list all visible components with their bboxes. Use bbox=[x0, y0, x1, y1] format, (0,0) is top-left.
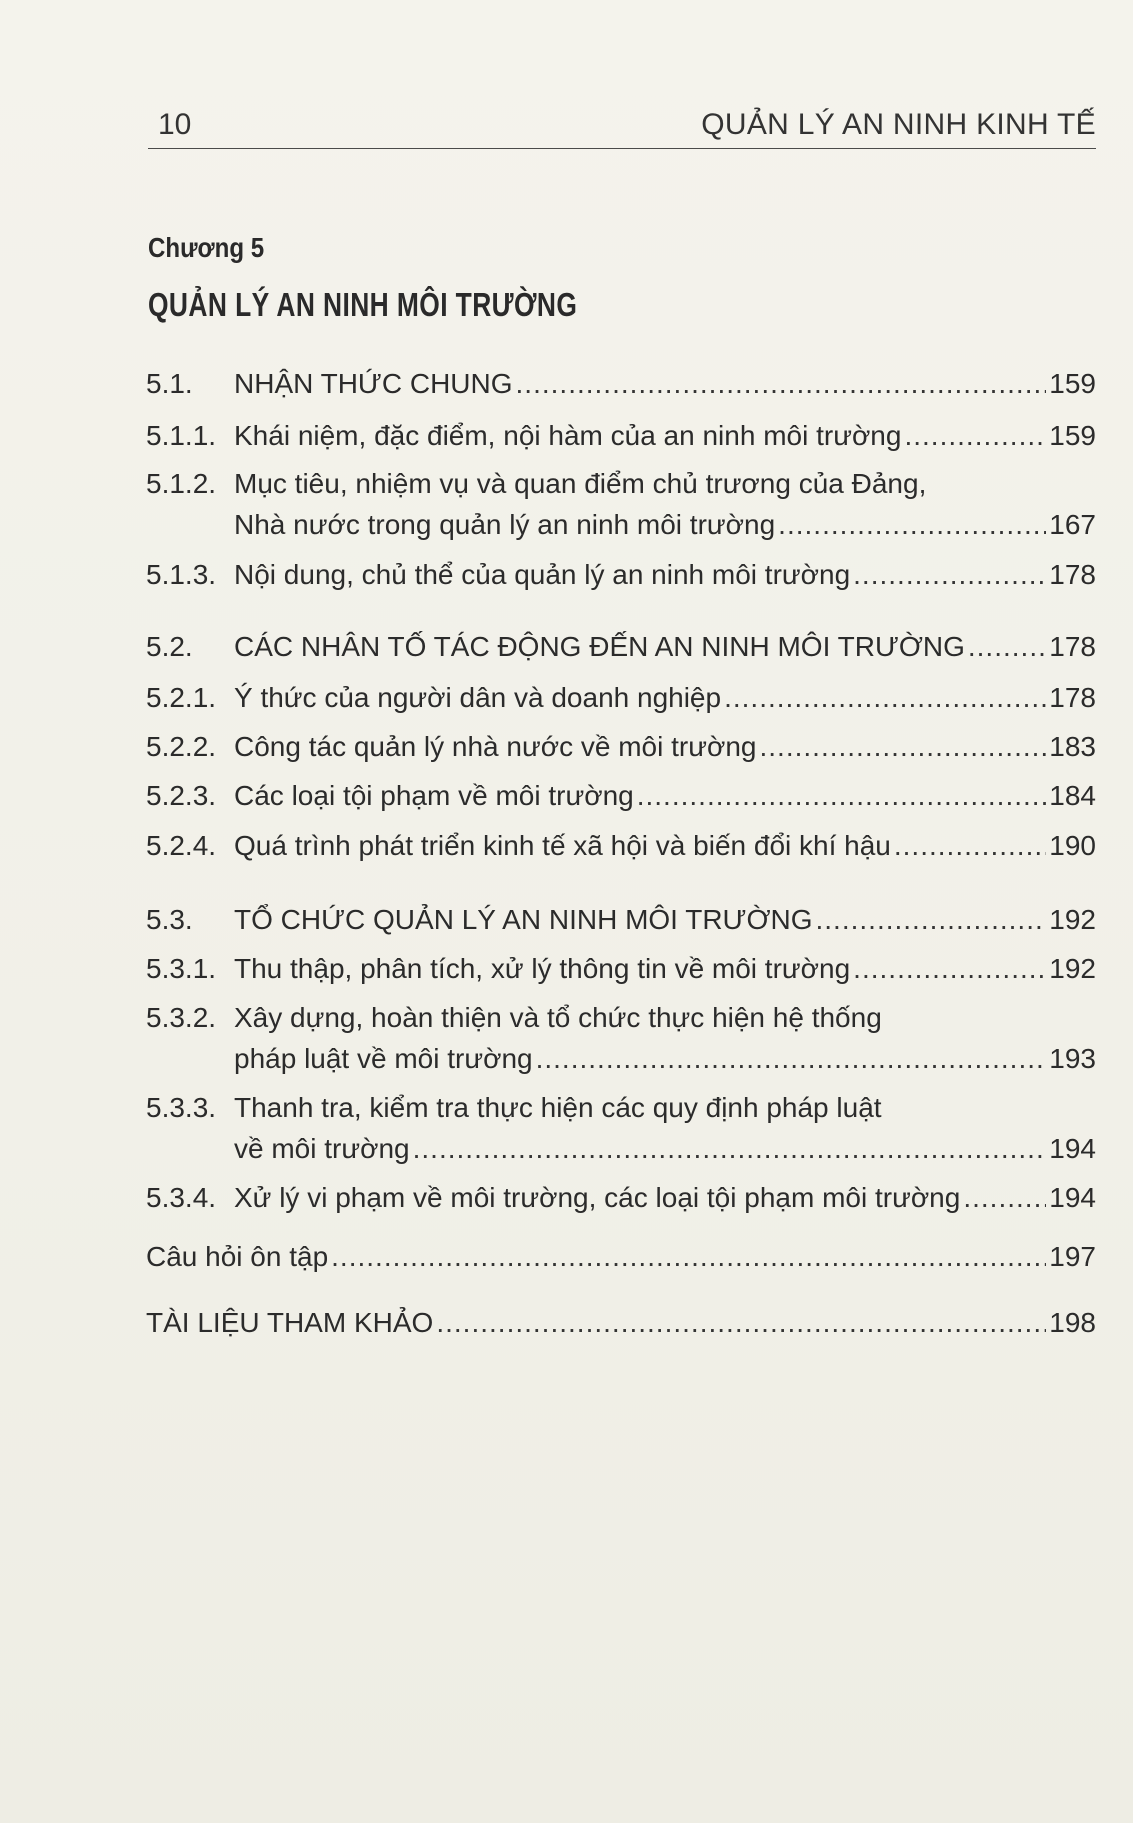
toc-entry-number: 5.3.2. bbox=[146, 1002, 217, 1033]
toc-entry-number: 5.3.4. bbox=[146, 1182, 217, 1213]
toc-entry-title-line1: Mục tiêu, nhiệm vụ và quan điểm chủ trương của Đảng, bbox=[234, 468, 927, 499]
toc-entry-page: 193 bbox=[1049, 1043, 1096, 1074]
toc-entry-page: 183 bbox=[1049, 731, 1096, 762]
toc-entry-title: TỔ CHỨC QUẢN LÝ AN NINH MÔI TRƯỜNG bbox=[234, 904, 813, 935]
toc-entry-page: 159 bbox=[1049, 420, 1096, 451]
toc-entry-page: 194 bbox=[1049, 1133, 1096, 1164]
toc-entry-title: Thu thập, phân tích, xử lý thông tin về môi trường bbox=[234, 953, 851, 984]
dot-leader bbox=[853, 951, 1046, 987]
toc-entry-title: Xử lý vi phạm về môi trường, các loại tội phạm môi trường bbox=[234, 1182, 961, 1213]
toc-entry-title: pháp luật về môi trường bbox=[234, 1043, 533, 1074]
toc-entry-page: 197 bbox=[1049, 1241, 1096, 1272]
toc-entry-page: 178 bbox=[1049, 631, 1096, 662]
toc-entry-title: Quá trình phát triển kinh tế xã hội và biến đổi khí hậu bbox=[234, 830, 891, 861]
dot-leader bbox=[968, 629, 1046, 665]
toc-entry-title: Câu hỏi ôn tập bbox=[146, 1241, 329, 1272]
toc-entry-number: 5.1. bbox=[146, 368, 193, 399]
dot-leader bbox=[894, 828, 1046, 864]
toc-entry-title: TÀI LIỆU THAM KHẢO bbox=[146, 1307, 434, 1338]
toc-entry-number: 5.2.2. bbox=[146, 731, 217, 762]
toc-entry-page: 192 bbox=[1049, 953, 1096, 984]
toc-entry-number: 5.1.1. bbox=[146, 420, 217, 451]
chapter-title: QUẢN LÝ AN NINH MÔI TRƯỜNG bbox=[148, 286, 578, 323]
dot-leader bbox=[963, 1180, 1046, 1216]
toc-entry-title-line1: Thanh tra, kiểm tra thực hiện các quy định pháp luật bbox=[234, 1092, 882, 1123]
toc-entry-page: 198 bbox=[1049, 1307, 1096, 1338]
toc-entry-page: 184 bbox=[1049, 780, 1096, 811]
toc-entry-number: 5.2. bbox=[146, 631, 193, 662]
toc-entry-title: Nhà nước trong quản lý an ninh môi trường bbox=[234, 509, 776, 540]
dot-leader bbox=[778, 507, 1046, 543]
toc-entry-title: về môi trường bbox=[234, 1133, 410, 1164]
book-title: QUẢN LÝ AN NINH KINH TẾ bbox=[701, 108, 1096, 141]
toc-entry-number: 5.2.3. bbox=[146, 780, 217, 811]
toc-entry-title: Công tác quản lý nhà nước về môi trường bbox=[234, 731, 757, 762]
toc-entry-page: 190 bbox=[1049, 830, 1096, 861]
toc-entry-title: Nội dung, chủ thể của quản lý an ninh môi trường bbox=[234, 559, 851, 590]
dot-leader bbox=[516, 366, 1047, 402]
toc-entry-title-line1: Xây dựng, hoàn thiện và tổ chức thực hiện hệ thống bbox=[234, 1002, 882, 1033]
toc-entry-page: 192 bbox=[1049, 904, 1096, 935]
dot-leader bbox=[853, 557, 1046, 593]
chapter-label: Chương 5 bbox=[148, 232, 265, 263]
dot-leader bbox=[815, 902, 1046, 938]
dot-leader bbox=[413, 1131, 1047, 1167]
toc-entry-page: 178 bbox=[1049, 682, 1096, 713]
toc-entry-number: 5.2.4. bbox=[146, 830, 217, 861]
dot-leader bbox=[724, 680, 1046, 716]
toc-entry-title: CÁC NHÂN TỐ TÁC ĐỘNG ĐẾN AN NINH MÔI TRƯỜNG bbox=[234, 631, 965, 662]
toc-entry-page: 178 bbox=[1049, 559, 1096, 590]
toc-entry-number: 5.3.3. bbox=[146, 1092, 217, 1123]
toc-entry-title: Các loại tội phạm về môi trường bbox=[234, 780, 634, 811]
dot-leader bbox=[637, 778, 1047, 814]
toc-entry-number: 5.1.3. bbox=[146, 559, 217, 590]
toc-entry-page: 159 bbox=[1049, 368, 1096, 399]
dot-leader bbox=[536, 1041, 1047, 1077]
dot-leader bbox=[331, 1239, 1046, 1275]
toc-entry-number: 5.2.1. bbox=[146, 682, 217, 713]
dot-leader bbox=[436, 1305, 1046, 1341]
dot-leader bbox=[904, 418, 1046, 454]
toc-entry-page: 167 bbox=[1049, 509, 1096, 540]
toc-entry-title: Khái niệm, đặc điểm, nội hàm của an ninh môi trường bbox=[234, 420, 902, 451]
toc-entry-number: 5.3. bbox=[146, 904, 193, 935]
page-number: 10 bbox=[158, 108, 192, 141]
toc-entry-title: Ý thức của người dân và doanh nghiệp bbox=[234, 682, 722, 713]
toc-entry-number: 5.1.2. bbox=[146, 468, 217, 499]
toc-entry-number: 5.3.1. bbox=[146, 953, 217, 984]
dot-leader bbox=[759, 729, 1046, 765]
toc-entry-title: NHẬN THỨC CHUNG bbox=[234, 368, 513, 399]
toc-entry-page: 194 bbox=[1049, 1182, 1096, 1213]
